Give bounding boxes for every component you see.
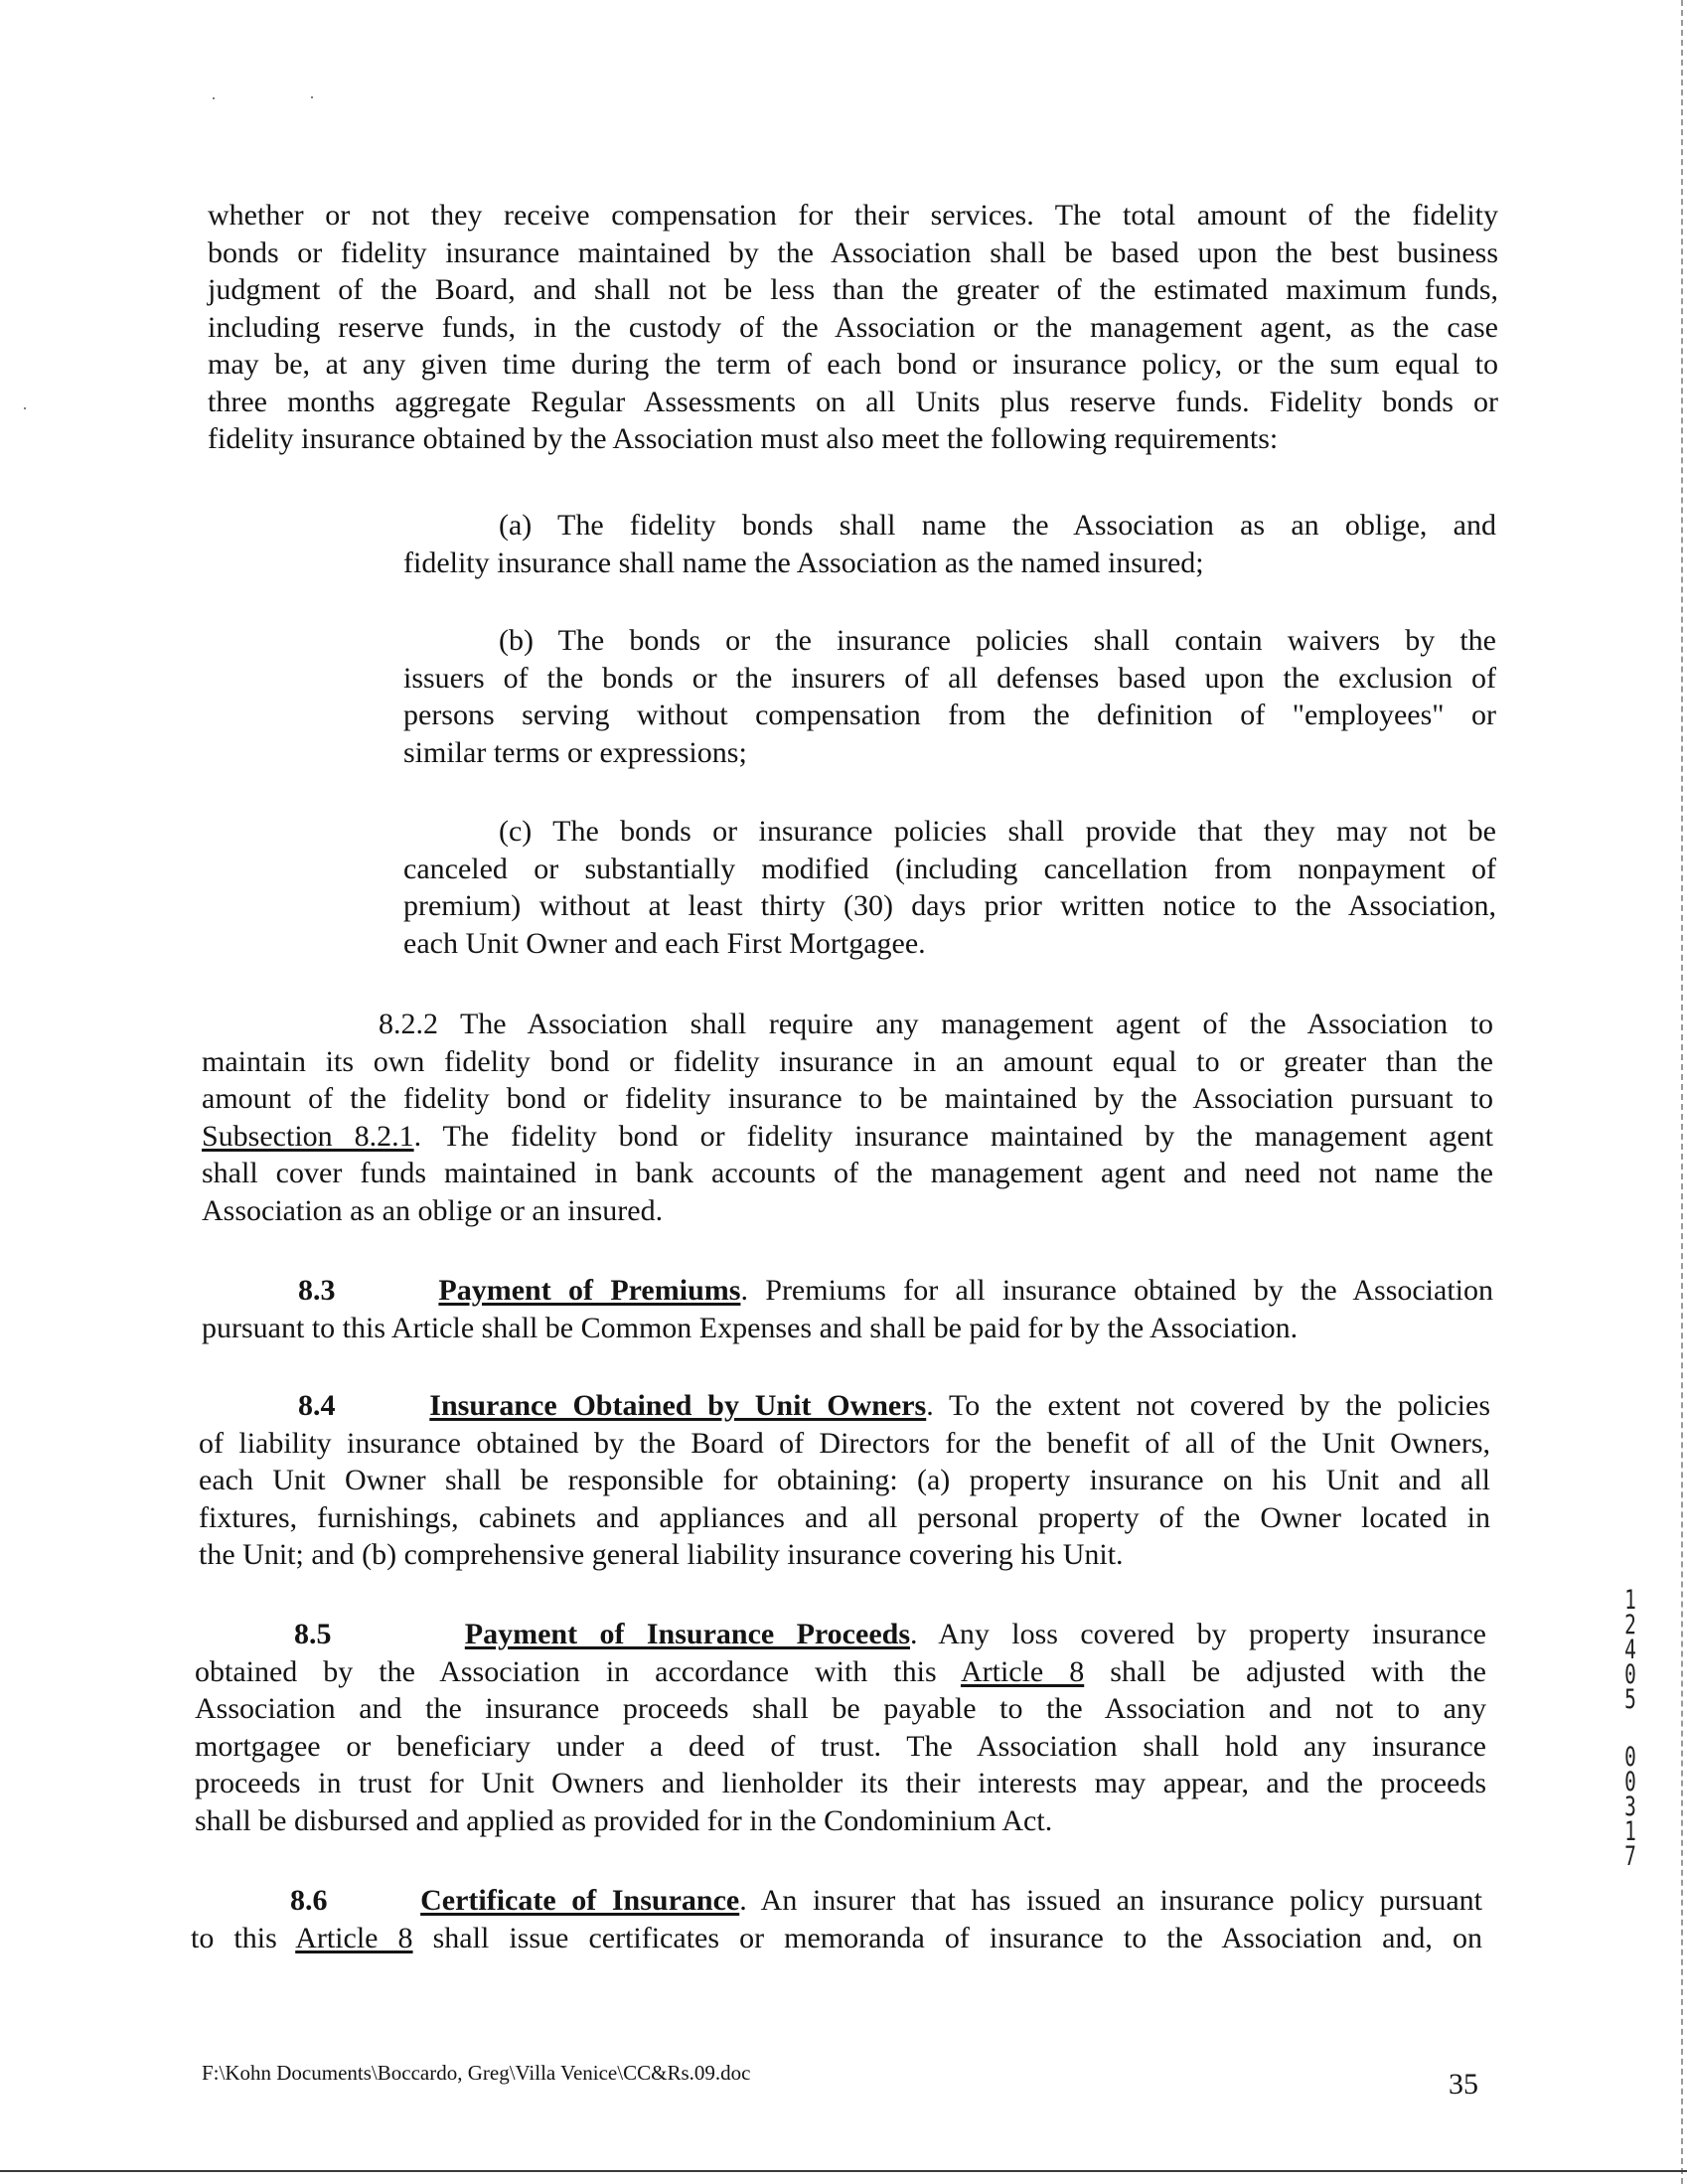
text-line: of liability insurance obtained by the Board of Directors for the benefit of all of the Unit Owners, — [199, 1426, 1490, 1460]
text-line: may be, at any given time during the term of each bond or insurance policy, or the sum equal to — [208, 348, 1498, 381]
text-line: bonds or fidelity insurance maintained by the Association shall be based upon the best business — [208, 235, 1498, 269]
section-8-5 — [195, 1616, 1486, 1839]
article-8-reference: Article 8 — [960, 1654, 1085, 1688]
article-8-reference: Article 8 — [295, 1921, 413, 1954]
list-item-c — [403, 813, 1496, 962]
stamp-digit: 4 — [1624, 1635, 1636, 1665]
page-number: 35 — [1449, 2068, 1478, 2101]
text-line: 8.6 Certificate of Insurance. An insurer that has issued an insurance policy pursuant — [290, 1884, 1482, 1917]
stamp-digit: 7 — [1624, 1841, 1636, 1872]
text-line: (b) The bonds or the insurance policies shall contain waivers by the — [499, 624, 1496, 657]
stamp-digit: 1 — [1624, 1816, 1636, 1847]
section-heading: Insurance Obtained by Unit Owners — [429, 1389, 927, 1422]
section-heading: Certificate of Insurance — [420, 1884, 740, 1917]
section-8-6 — [191, 1882, 1482, 1956]
text-line: to this Article 8 shall issue certificates or memoranda of insurance to the Association and, on — [191, 1921, 1483, 1954]
text-line: proceeds in trust for Unit Owners and lienholder its their interests may appear, and the proceeds — [195, 1767, 1486, 1799]
text-line: each Unit Owner and each First Mortgagee. — [403, 926, 926, 960]
text-line: maintain its own fidelity bond or fidelity insurance in an amount equal to or greater than the — [202, 1044, 1493, 1078]
paragraph-continuation — [208, 197, 1498, 458]
text-line: canceled or substantially modified (including cancellation from nonpayment of — [403, 852, 1496, 885]
text-line: pursuant to this Article shall be Common Expenses and shall be paid for by the Association. — [202, 1311, 1299, 1344]
section-number: 8.6 — [290, 1884, 328, 1917]
list-item-a — [403, 507, 1496, 581]
text-line: issuers of the bonds or the insurers of all defenses based upon the exclusion of — [403, 661, 1496, 695]
text-line: 8.4 Insurance Obtained by Unit Owners. To the extent not covered by the policies — [298, 1389, 1491, 1422]
text-line: the Unit; and (b) comprehensive general liability insurance covering his Unit. — [199, 1538, 1124, 1571]
text-line: 8.2.2 The Association shall require any management agent of the Association to — [379, 1008, 1493, 1040]
subsection-8-2-1-reference: Subsection 8.2.1 — [202, 1119, 414, 1153]
text-line: fidelity insurance shall name the Association as the named insured; — [403, 546, 1204, 579]
section-8-4 — [199, 1387, 1490, 1574]
text-line: whether or not they receive compensation for their services. The total amount of the fidelity — [208, 199, 1498, 232]
section-number: 8.5 — [294, 1618, 332, 1650]
text-line: obtained by the Association in accordance with this Article 8 shall be adjusted with the — [195, 1654, 1486, 1688]
section-number: 8.3 — [298, 1274, 336, 1307]
text-line: amount of the fidelity bond or fidelity insurance to be maintained by the Association pursuant to — [202, 1082, 1493, 1115]
text-line: premium) without at least thirty (30) days prior written notice to the Association, — [403, 889, 1496, 922]
stamp-digit: 0 — [1624, 1742, 1636, 1773]
section-8-3 — [202, 1272, 1493, 1346]
section-8-2-2 — [202, 1006, 1493, 1229]
text-line: (c) The bonds or insurance policies shall provide that they may not be — [499, 815, 1496, 848]
text-line: fidelity insurance obtained by the Association must also meet the following requirements: — [208, 422, 1279, 455]
page-edge-bottom — [0, 2170, 1687, 2172]
text-line: shall cover funds maintained in bank accounts of the management agent and need not name the — [202, 1157, 1493, 1189]
footer-file-path: F:\Kohn Documents\Boccardo, Greg\Villa Venice\CC&Rs.09.doc — [202, 2061, 751, 2085]
text-line: Subsection 8.2.1. The fidelity bond or fidelity insurance maintained by the management agent — [202, 1119, 1493, 1153]
text-line: each Unit Owner shall be responsible for obtaining: (a) property insurance on his Unit and all — [199, 1464, 1490, 1496]
scan-speck — [24, 407, 26, 409]
list-item-b — [403, 622, 1496, 771]
stamp-digit: 0 — [1624, 1767, 1636, 1797]
text-line: Association as an oblige or an insured. — [202, 1193, 664, 1227]
section-heading: Payment of Premiums — [438, 1274, 741, 1307]
section-heading: Payment of Insurance Proceeds — [464, 1618, 910, 1650]
text-line: Association and the insurance proceeds shall be payable to the Association and not to any — [195, 1692, 1486, 1725]
text-line: 8.3 Payment of Premiums. Premiums for all insurance obtained by the Association — [298, 1274, 1494, 1307]
text-line: including reserve funds, in the custody of the Association or the management agent, as the case — [208, 310, 1498, 344]
stamp-digit: 3 — [1624, 1792, 1636, 1822]
text-line: 8.5 Payment of Insurance Proceeds. Any loss covered by property insurance — [294, 1618, 1486, 1650]
page-edge-right — [1681, 0, 1683, 2184]
text-line: shall be disbursed and applied as provided for in the Condominium Act. — [195, 1803, 1053, 1837]
text-line: mortgagee or beneficiary under a deed of trust. The Association shall hold any insurance — [195, 1729, 1486, 1763]
stamp-digit: 1 — [1624, 1585, 1636, 1616]
text-line: (a) The fidelity bonds shall name the Association as an oblige, and — [499, 509, 1496, 542]
stamp-digit: 0 — [1624, 1659, 1636, 1690]
text-line: judgment of the Board, and shall not be less than the greater of the estimated maximum funds, — [208, 273, 1498, 306]
stamp-digit: 2 — [1624, 1610, 1636, 1640]
scan-speck — [213, 97, 215, 99]
text-line: persons serving without compensation from the definition of "employees" or — [403, 699, 1496, 731]
text-line: fixtures, furnishings, cabinets and appliances and all personal property of the Owner located in — [199, 1500, 1490, 1534]
stamp-digit: 5 — [1624, 1684, 1636, 1715]
recording-stamp — [1616, 1585, 1645, 1872]
scan-speck — [311, 96, 313, 98]
text-line: three months aggregate Regular Assessments on all Units plus reserve funds. Fidelity bonds or — [208, 385, 1498, 418]
section-number: 8.4 — [298, 1389, 336, 1422]
text-line: similar terms or expressions; — [403, 735, 747, 769]
